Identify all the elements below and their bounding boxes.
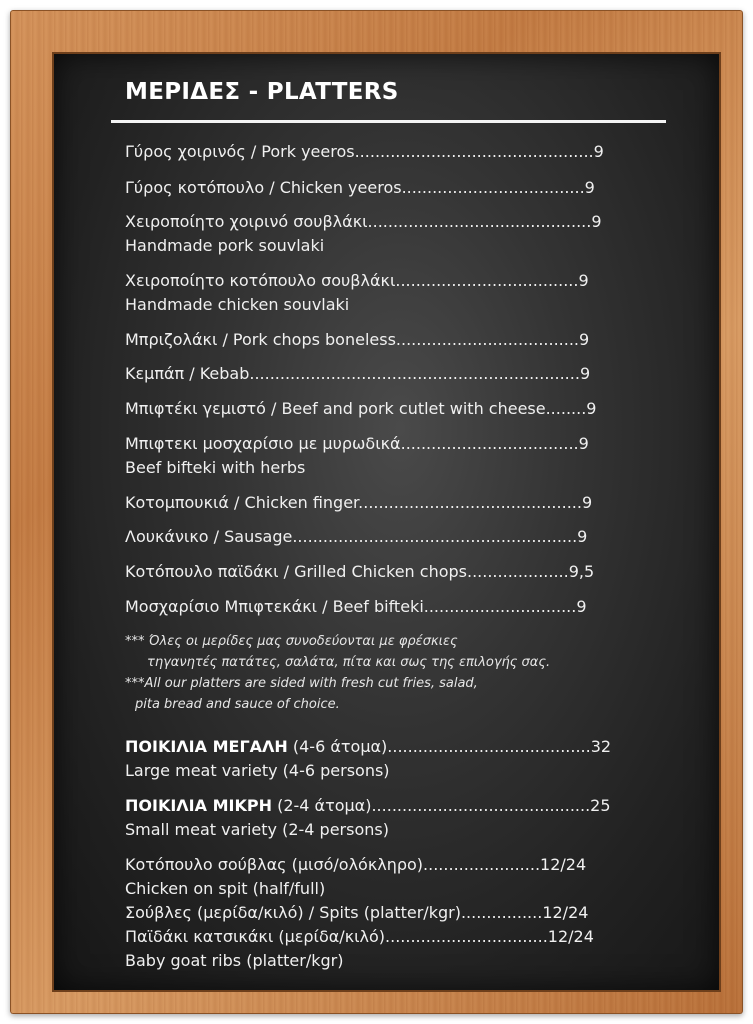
large-variety-price: (4-6 άτομα)........................................32 bbox=[287, 737, 612, 756]
note-english-line-2: pita bread and sauce of choice. bbox=[135, 697, 340, 712]
menu-item: Μπιφτέκι γεμιστό / Beef and pork cutlet with cheese........9 bbox=[125, 399, 597, 418]
menu-item-subtitle: Beef bifteki with herbs bbox=[125, 458, 306, 477]
chalkboard-menu bbox=[54, 54, 719, 990]
note-greek-line-2: τηγανητές πατάτες, σαλάτα, πίτα και σως της επιλογής σας. bbox=[147, 655, 551, 670]
wooden-frame bbox=[10, 10, 743, 1014]
menu-item: Χειροποίητο χοιρινό σουβλάκι............................................9 bbox=[125, 212, 602, 231]
small-variety-english: Small meat variety (2-4 persons) bbox=[125, 820, 389, 839]
menu-title: ΜΕΡΙΔΕΣ - PLATTERS bbox=[125, 79, 399, 105]
small-variety-label: ΠΟΙΚΙΛΙΑ ΜΙΚΡΗ bbox=[125, 796, 272, 815]
large-variety-english: Large meat variety (4-6 persons) bbox=[125, 761, 390, 780]
large-variety-item bbox=[125, 737, 611, 757]
note-english-line-1: ***All our platters are sided with fresh cut fries, salad, bbox=[125, 676, 478, 691]
menu-item: Λουκάνικο / Sausage........................................................9 bbox=[125, 527, 588, 546]
spit-item-subtitle: Chicken on spit (half/full) bbox=[125, 879, 326, 898]
note-greek-line-1: *** Όλες οι μερίδες μας συνοδεύονται με φρέσκιες bbox=[125, 634, 458, 649]
small-variety-price: (2-4 άτομα)...........................................25 bbox=[271, 796, 611, 815]
menu-item: Γύρος χοιρινός / Pork yeeros...............................................9 bbox=[125, 142, 604, 161]
title-underline bbox=[111, 120, 666, 123]
menu-item-subtitle: Handmade chicken souvlaki bbox=[125, 295, 350, 314]
menu-item: Μοσχαρίσιο Μπιφτεκάκι / Beef bifteki..............................9 bbox=[125, 597, 587, 616]
spit-item: Σούβλες (μερίδα/κιλό) / Spits (platter/kgr)................12/24 bbox=[125, 903, 589, 922]
menu-item: Μπριζολάκι / Pork chops boneless....................................9 bbox=[125, 330, 590, 349]
large-variety-label: ΠΟΙΚΙΛΙΑ ΜΕΓΑΛΗ bbox=[125, 737, 288, 756]
spit-item: Παϊδάκι κατσικάκι (μερίδα/κιλό)................................12/24 bbox=[125, 927, 594, 946]
menu-item: Χειροποίητο κοτόπουλο σουβλάκι....................................9 bbox=[125, 271, 589, 290]
spit-item: Κοτόπουλο σούβλας (μισό/ολόκληρο).......................12/24 bbox=[125, 855, 587, 874]
spit-item-subtitle: Baby goat ribs (platter/kgr) bbox=[125, 951, 344, 970]
menu-item: Γύρος κοτόπουλο / Chicken yeeros....................................9 bbox=[125, 178, 595, 197]
menu-item-subtitle: Handmade pork souvlaki bbox=[125, 236, 325, 255]
menu-item: Μπιφτεκι μοσχαρίσιο με μυρωδικά...................................9 bbox=[125, 434, 589, 453]
menu-item: Κοτομπουκιά / Chicken finger............................................9 bbox=[125, 493, 593, 512]
menu-item: Κεμπάπ / Kebab.................................................................9 bbox=[125, 364, 591, 383]
menu-item: Κοτόπουλο παϊδάκι / Grilled Chicken chops....................9,5 bbox=[125, 562, 595, 581]
small-variety-item bbox=[125, 796, 611, 816]
